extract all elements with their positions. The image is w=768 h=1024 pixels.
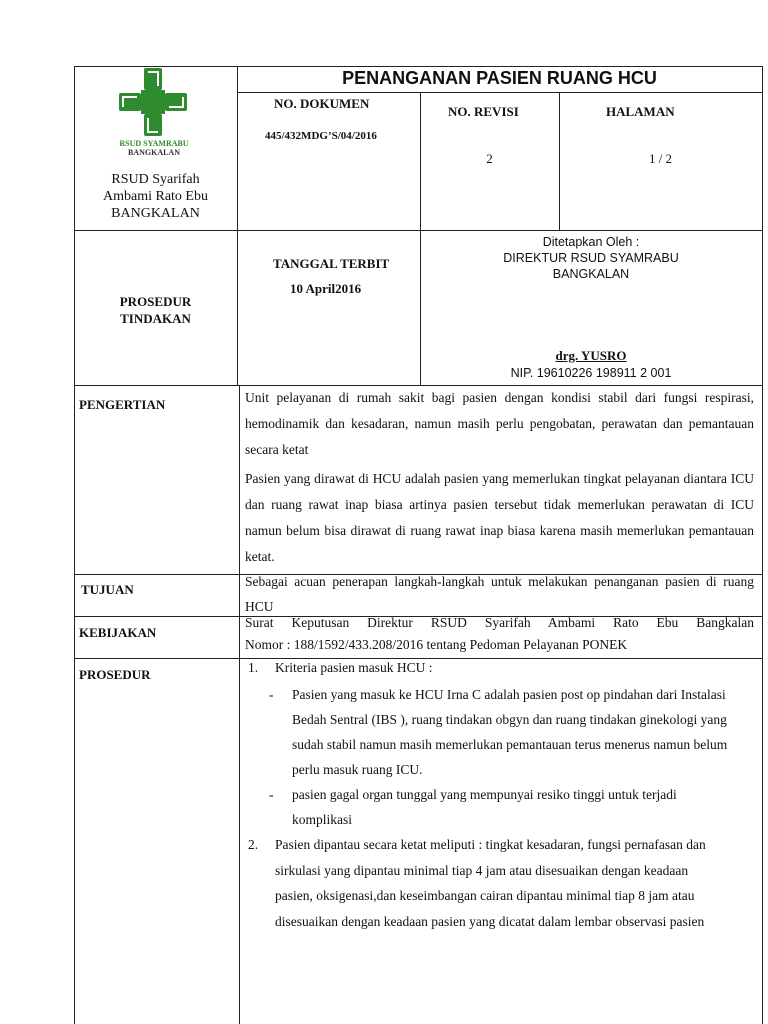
item-1-bullet-b: pasien gagal organ tunggal yang mempunyai resiko tinggi untuk terjadi komplikasi (292, 787, 677, 827)
logo-text-line1: RSUD SYAMRABU (119, 139, 189, 148)
procedure-type-line2: TINDAKAN (120, 311, 191, 326)
revision-value: 2 (486, 151, 493, 166)
pengertian-paragraph-2: Pasien yang dirawat di HCU adalah pasien yang memerlukan tingkat pelayanan diantara ICU dan ruang rawat inap biasa artinya pasien tersebut tidak memerlukan perawatan di ICU namun belum bisa dirawat di ruang rawat inap biasa karena masih memerlukan pemantauan ketat. (245, 471, 754, 564)
kebijakan-label: KEBIJAKAN (79, 625, 157, 640)
item-1-title: Kriteria pasien masuk HCU : (275, 660, 433, 675)
item-2-number: 2. (248, 837, 259, 852)
item-1-number: 1. (248, 660, 259, 675)
director-title-line1: DIREKTUR RSUD SYAMRABU (503, 251, 679, 265)
tujuan-label: TUJUAN (81, 582, 134, 597)
logo-text (110, 139, 198, 157)
hospital-name-line2: Ambami Rato Ebu (103, 189, 208, 204)
pengertian-paragraph-1: Unit pelayanan di rumah sakit bagi pasien dengan kondisi stabil dari fungsi respirasi, hemodinamik dan kesadaran, namun masih perlu pengobatan, perawatan dan pemantauan secara ketat (245, 390, 754, 457)
doc-no-label: NO. DOKUMEN (274, 96, 370, 111)
logo-text-line2: BANGKALAN (127, 148, 180, 157)
page-label: HALAMAN (606, 104, 675, 119)
item-1-bullet-a: Pasien yang masuk ke HCU Irna C adalah pasien post op pindahan dari Instalasi Bedah Sentral (IBS ), ruang tindakan obgyn dan ruang tindakan ginekologi yang sudah stabil namun masih memerlukan pemantauan terus menerus namun belum perlu masuk ruang ICU. (292, 687, 728, 777)
procedure-type-line1: PROSEDUR (119, 294, 192, 309)
set-by-label: Ditetapkan Oleh : (542, 235, 640, 249)
signer-name: drg. YUSRO (555, 348, 627, 363)
issue-date-value: 10 April2016 (290, 281, 362, 296)
issue-date-label: TANGGAL TERBIT (273, 256, 390, 271)
signer-nip: NIP. 19610226 198911 2 001 (510, 366, 672, 380)
approval-block (420, 234, 762, 282)
page-value: 1 / 2 (648, 151, 673, 166)
hospital-name-line1: RSUD Syarifah (111, 172, 200, 187)
document-title: PENANGANAN PASIEN RUANG HCU (342, 68, 657, 88)
kebijakan-line-2: Nomor : 188/1592/433.208/2016 tentang Pedoman Pelayanan PONEK (245, 637, 628, 652)
bullet-dash-a: - (269, 687, 274, 702)
director-title-line2: BANGKALAN (552, 267, 630, 281)
hospital-name (74, 171, 237, 222)
hospital-name-line3: BANGKALAN (111, 206, 200, 221)
logo-cross-icon (117, 66, 189, 138)
doc-no-value: 445/432MDG’S/04/2016 (265, 130, 377, 142)
procedure-type (74, 293, 237, 327)
hospital-logo (117, 66, 189, 138)
item-2-text: Pasien dipantau secara ketat meliputi : tingkat kesadaran, fungsi pernafasan dan sirkulasi yang dipantau minimal tiap 4 jam atau disesuaikan dengan keadaan pasien, oksigenasi,dan keseimbangan cairan dipantau minimal tiap 8 jam atau disesuaikan dengan keadaan pasien yang dicatat dalam lembar observasi pasien (275, 837, 706, 929)
kebijakan-line-1: Surat Keputusan Direktur RSUD Syarifah Ambami Rato Ebu Bangkalan (245, 615, 754, 630)
pengertian-label: PENGERTIAN (79, 397, 166, 412)
tujuan-text: Sebagai acuan penerapan langkah-langkah untuk melakukan penanganan pasien di ruang HCU (245, 574, 754, 614)
bullet-dash-b: - (269, 787, 274, 802)
revision-label: NO. REVISI (448, 104, 519, 119)
prosedur-label: PROSEDUR (79, 667, 151, 682)
